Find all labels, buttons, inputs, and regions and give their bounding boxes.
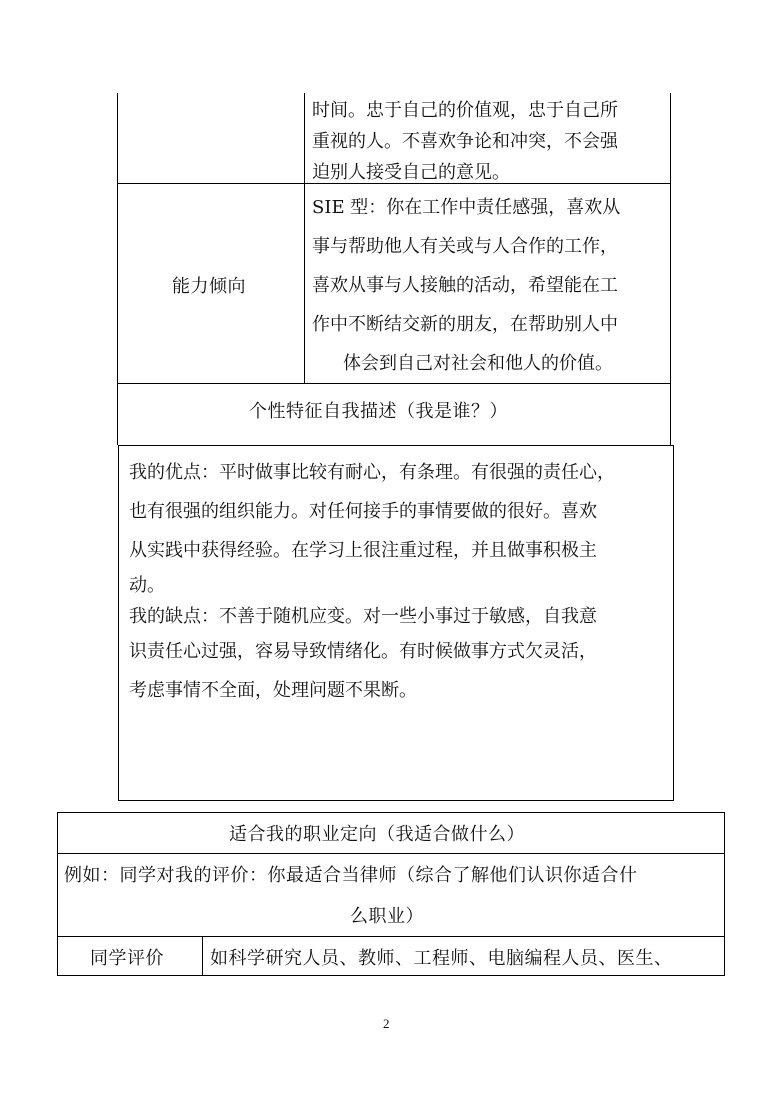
self-desc-line-5: 我的缺点：不善于随机应变。对一些小事过于敏感，自我意 bbox=[129, 606, 597, 627]
self-desc-line-7: 考虑事情不全面，处理问题不果断。 bbox=[129, 680, 417, 701]
table1-right-border bbox=[670, 93, 671, 445]
page-number: 2 bbox=[383, 1016, 390, 1031]
row1-line-3: 迫别人接受自己的意见。 bbox=[312, 162, 510, 183]
table1-left-border bbox=[117, 93, 118, 445]
self-description-header: 个性特征自我描述（我是谁？） bbox=[249, 401, 508, 422]
row2-line-4: 作中不断结交新的朋友，在帮助别人中 bbox=[312, 314, 618, 335]
classmate-eval-value: 如科学研究人员、教师、工程师、电脑编程人员、医生、 bbox=[210, 948, 673, 969]
table1-col-divider bbox=[304, 93, 305, 383]
self-desc-line-1: 我的优点：平时做事比较有耐心，有条理。有很强的责任心， bbox=[129, 462, 615, 483]
example-line-2: 么职业） bbox=[350, 906, 424, 927]
career-header: 适合我的职业定向（我适合做什么） bbox=[229, 824, 525, 845]
self-desc-line-4: 动。 bbox=[129, 575, 165, 596]
ability-tendency-label: 能力倾向 bbox=[172, 276, 246, 297]
example-line-1: 例如：同学对我的评价：你最适合当律师（综合了解他们认识你适合什 bbox=[64, 865, 638, 886]
table2-col-divider bbox=[202, 936, 203, 976]
row2-line-3: 喜欢从事与人接触的活动，希望能在工 bbox=[312, 275, 618, 296]
table2-row-divider-2 bbox=[57, 936, 725, 937]
row2-line-2: 事与帮助他人有关或与人合作的工作， bbox=[312, 236, 618, 257]
self-desc-line-3: 从实践中获得经验。在学习上很注重过程，并且做事积极主 bbox=[129, 540, 597, 561]
table1-row-divider-2 bbox=[117, 383, 671, 384]
row2-line-1: SIE 型：你在工作中责任感强，喜欢从 bbox=[312, 197, 621, 218]
row2-line-5: 体会到自己对社会和他人的价值。 bbox=[343, 353, 613, 374]
table2-row-divider-1 bbox=[57, 853, 725, 854]
row1-right-cell bbox=[312, 95, 618, 188]
self-description-text bbox=[129, 453, 615, 710]
self-desc-line-2: 也有很强的组织能力。对任何接手的事情要做的很好。喜欢 bbox=[129, 501, 597, 522]
classmate-eval-label: 同学评价 bbox=[90, 948, 164, 969]
row1-line-2: 重视的人。不喜欢争论和冲突，不会强 bbox=[312, 131, 618, 152]
self-desc-line-6: 识责任心过强，容易导致情绪化。有时候做事方式欠灵活， bbox=[129, 641, 597, 662]
row1-line-1: 时间。忠于自己的价值观，忠于自己所 bbox=[312, 100, 618, 121]
row2-right-cell bbox=[312, 188, 620, 383]
